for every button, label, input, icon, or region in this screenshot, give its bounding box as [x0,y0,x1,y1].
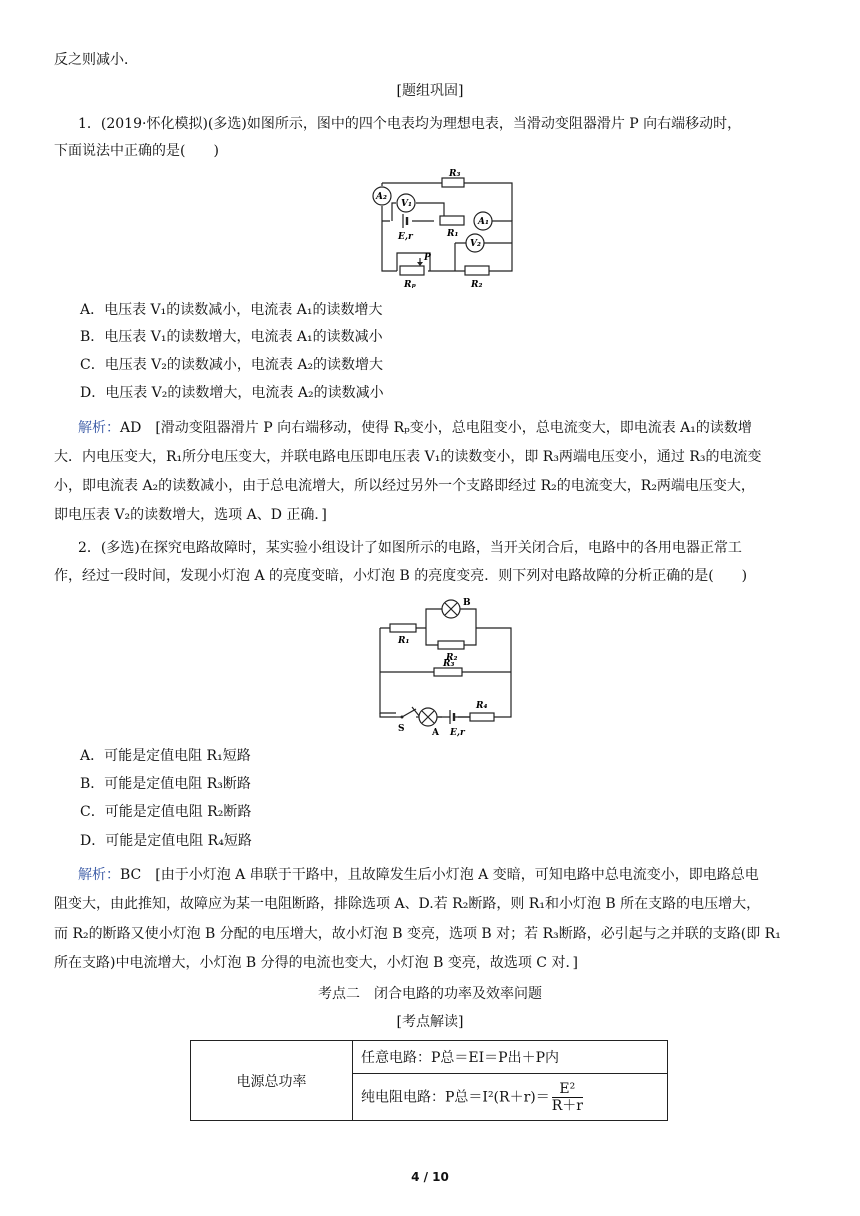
q1-analysis-line4: 即电压表 V₂的读数增大，选项 A、D 正确．] [54,507,327,523]
table-fraction-denominator: R＋r [551,1097,583,1114]
q1-analysis-label: 解析： [78,420,120,436]
table-cell-any-circuit: 任意电路：P总＝EI＝P出＋P内 [353,1041,668,1074]
q1-label-r3: R₃ [449,169,461,179]
q2-lamp-a [419,708,437,726]
q2-option-d: D．可能是定值电阻 R₄短路 [80,833,252,849]
section2-title: 考点二 闭合电路的功率及效率问题 [318,986,542,1002]
q2-resistor-r3 [434,668,462,676]
q1-label-r1: R₁ [447,229,459,239]
q2-analysis-line3: 而 R₂的断路又使小灯泡 B 分配的电压增大，故小灯泡 B 变亮，选项 B 对；若 R₃断路，必引起与之并联的支路(即 R₁ [54,926,781,942]
q2-battery [437,710,470,724]
table-row-label: 电源总功率 [191,1041,353,1121]
q1-analysis-line2: 大．内电压变大，R₁所分电压变大，并联电路电压即电压表 V₁的读数变小，即 R₃两端电压变小，通过 R₃的电流变 [54,449,762,465]
q2-stem-line1: 2．(多选)在探究电路故障时，某实验小组设计了如图所示的电路，当开关闭合后，电路中的各用电器正常工 [78,540,742,556]
q2-resistor-r1 [390,624,416,632]
q2-circuit-diagram [368,593,518,738]
q1-label-p: P [424,253,431,263]
q2-analysis-text1: BC [由于小灯泡 A 串联于干路中，且故障发生后小灯泡 A 变暗，可知电路中总电流变小，即电路总电 [120,867,759,883]
q1-stem-line2: 下面说法中正确的是( ) [54,143,219,159]
q2-label-r3: R₃ [443,659,455,669]
table-fraction-numerator: E² [552,1081,583,1098]
q1-label-v2: V₂ [470,239,481,249]
q1-resistor-r2 [465,266,489,275]
q1-option-c: C．电压表 V₂的读数减小，电流表 A₂的读数增大 [80,357,384,373]
q1-label-a1: A₁ [478,217,489,227]
q2-label-r2: R₂ [446,653,458,663]
table-cell-pure-resistor [353,1074,668,1121]
q2-label-er: E,r [450,728,465,738]
q2-label-r1: R₁ [398,636,410,646]
q1-resistor-r1 [440,216,464,225]
q1-option-b: B．电压表 V₁的读数增大，电流表 A₁的读数减小 [80,329,383,345]
q1-analysis-text1: AD [滑动变阻器滑片 P 向右端移动，使得 Rₚ变小，总电阻变小，总电流变大，即电流表 A₁的读数增 [120,420,752,436]
q2-stem-line2: 作，经过一段时间，发现小灯泡 A 的亮度变暗，小灯泡 B 的亮度变亮．则下列对电路故障的分析正确的是( ) [54,568,748,584]
power-table [190,1040,668,1121]
q2-analysis-line2: 阻变大，由此推知，故障应为某一电阻断路，排除选项 A、D.若 R₂断路，则 R₁和小灯泡 B 所在支路的电压增大， [54,896,761,912]
q1-option-d: D．电压表 V₂的读数增大，电流表 A₂的读数减小 [80,385,384,401]
q2-option-a: A．可能是定值电阻 R₁短路 [80,748,251,764]
q2-resistor-r4 [470,713,494,721]
q1-label-a2: A₂ [376,192,387,202]
section-header-review: [题组巩固] [396,83,464,99]
q1-analysis-line3: 小，即电流表 A₂的读数减小，由于总电流增大，所以经过另外一个支路即经过 R₂的电流变大，R₂两端电压变大， [54,478,755,494]
q1-analysis-line1 [78,418,752,438]
q1-stem-line1: 1．(2019·怀化模拟)(多选)如图所示，图中的四个电表均为理想电表，当滑动变阻器滑片 P 向右端移动时， [78,116,742,132]
q1-resistor-r3 [442,178,464,187]
q2-label-r4: R₄ [476,701,488,711]
q1-label-rp: Rₚ [404,280,416,290]
top-line: 反之则减小． [54,52,138,68]
q1-option-a: A．电压表 V₁的读数减小，电流表 A₁的读数增大 [80,302,383,318]
q2-option-c: C．可能是定值电阻 R₂断路 [80,804,252,820]
q2-label-s: S [398,724,405,734]
q2-analysis-line4: 所在支路)中电流增大，小灯泡 B 分得的电流也变大，小灯泡 B 变亮，故选项 C 对．] [54,955,578,971]
q2-resistor-r2 [438,641,464,649]
q2-option-b: B．可能是定值电阻 R₃断路 [80,776,251,792]
table-fraction [552,1081,583,1114]
q2-analysis-label: 解析： [78,867,120,883]
section2-header: [考点解读] [396,1014,464,1030]
q1-circuit-diagram [340,168,520,293]
q1-rheostat-rp [400,266,424,275]
q2-label-b: B [463,598,471,608]
q2-label-a: A [432,728,439,738]
q2-lamp-b [442,600,460,618]
table-formula-prefix: 纯电阻电路：P总＝I²(R＋r)＝ [361,1089,550,1105]
page-number: 4 / 10 [411,1170,449,1184]
q1-battery [403,214,407,228]
q1-label-r2: R₂ [471,280,483,290]
q1-label-v1: V₁ [401,199,412,209]
q2-analysis-line1 [78,865,759,885]
q1-label-er: E,r [398,232,413,242]
